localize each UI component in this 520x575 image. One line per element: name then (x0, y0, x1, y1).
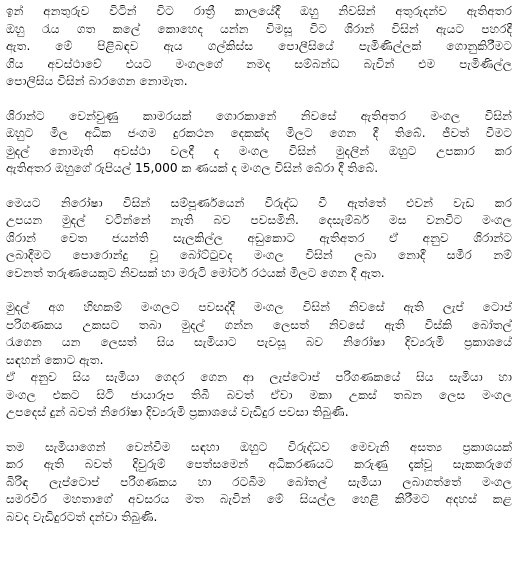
text-line: බිරිඳ ලැප්ටොප් පරිගණකය හා රටබීම බෝතල් සැමියා ලබාගත්තේ මංගල (6, 474, 512, 489)
text-line: මෙයට නිරෝෂා විසින් සම්පූර්ණයෙන් විරුද්ධ වී ඇත්තේ එවන් වැඩ කර (6, 195, 512, 210)
text-line: ගිය අවස්ථාවේ එයට මංගලගේ නමද සම්බන්ධ බැවින් එම පැමිණිල්ල (6, 56, 512, 71)
paragraph-5 (6, 439, 512, 527)
text-line: ඇතිඅතර ඔහුගේ රුපියල් 15,000 ක ණයක් ද මංගල විසින් බේරා දී තිබේ. (6, 161, 379, 175)
paragraph-3 (6, 195, 512, 283)
text-line: පරිගණකය උකසට තබා මුදල් ගන්න ලෙසත් නිවසේ ඇති විස්කි බෝතල් (6, 317, 512, 332)
text-line: ශිරාන් වෙත ජයන්ති සැලකිල්ල අඩුකොට ඇතිඅතර ඒ අනුව ශිරාන්ට (6, 230, 512, 245)
text-line: වෙනත් තරුණයෙකුට නිවසක් හා මරුටි මෝටර් රථයක් මිලට ගෙන දී ඇත. (6, 265, 385, 280)
text-line: කර ඇති බවත් දිවුරුම් පෙත්සමෙන් අධිකරණයට කරුණු දැක්වූ සැකකරුගේ (6, 457, 512, 471)
text-line: උපදෙස් දුන් බවත් නිරෝෂා දිව්‍යරුමි ප්‍රකාශයේ වැඩිදුර පවසා තිබුණි. (6, 405, 349, 419)
text-line: මංගල එකට සිටි ජායාරූප තිබී බවත් ඒවා මකා උකස් තබන ලෙස මංගල (6, 387, 512, 402)
text-line: ලබාදීමට පොරොන්දු වූ බෝට්ටුවද මංගල විසින් ලබා නොදී සමීර නම් (6, 248, 512, 262)
text-line: ඇත. මේ පිළිබඳව ඇය ගල්කිස්ස පොලීසියේ පැමිණිල්ලක් ගොනුකිරීමට (6, 39, 512, 53)
text-line: උපයන මුදල් වටින්නේ නැති බව පවසමිනි. දෙසැම්බර් මස වනවිට මංගල (6, 213, 512, 227)
paragraph-gap (6, 282, 512, 299)
text-line: ඔහුට මිල අධික ජංගම දුරකථන දෙකක්ද මිලට ගෙන දී තිබේ. ජීවත් වීමට (6, 126, 512, 140)
paragraph-1 (6, 3, 512, 91)
paragraph-gap (6, 178, 512, 195)
text-line: ඒ අනුව සිය සැමියා ගෙදර ගෙන ආ ලැප්ටොප් පරිගණකයේ සිය සැමියා හා (6, 370, 512, 384)
text-line: සමරවීර මහතාගේ අවසරය මත බැවින් මේ සියල්ල හෙළි කිරීමට අදහස් කළ (6, 492, 512, 506)
text-line: මුදල් අග හිඟකම් මංගලට පවසද්දී මංගල විසින් නිවසේ ඇති ලැප් ටොප් (6, 300, 512, 314)
paragraph-gap (6, 422, 512, 439)
text-line: රැගෙන යන ලෙසත් සිය සැමියාට පැවසූ බව නිරෝෂා දිව්‍යරුමි ප්‍රකාශයේ (6, 335, 512, 349)
paragraph-gap (6, 91, 512, 108)
text-line: තම සැමියාගෙන් වෙන්වීම සඳහා ඔහුට විරුද්ධව මෙවැනි අසත්‍ය ප්‍රකාශයක් (6, 439, 512, 454)
paragraph-4 (6, 299, 512, 422)
text-line: පොලිසිය විසින් බාරගෙන නොමැත. (6, 74, 188, 88)
document-body (6, 3, 512, 526)
text-line: සඳහන් කොට ඇත. (6, 352, 104, 367)
text-line: මුදල් නොමැති අවස්ථා වලදී ද මංගල විසින් මුදලින් ඔහුට උපකාර කර (6, 143, 512, 158)
paragraph-2 (6, 108, 512, 178)
text-line: බවද වැඩිදුරටත් දන්වා තිබුණි. (6, 509, 158, 524)
text-line: ඔහු රැය ගත කලේ කොහෙද යන්න විමසූ විට ශිරාන් විසින් ඇයට පහරදී (6, 21, 512, 36)
text-line: ඉන් අනතුරුව විටින් විට රාත්‍රී කාලයේදී ඔහු නිවසින් අතුරුදන්ව ඇතිඅතර (6, 4, 512, 18)
text-line: ශිරාන්ට වෙන්වුණු කාමරයක් ගොරකානේ නිවසේ ඇතිඅතර මංගල විසින් (6, 108, 512, 123)
